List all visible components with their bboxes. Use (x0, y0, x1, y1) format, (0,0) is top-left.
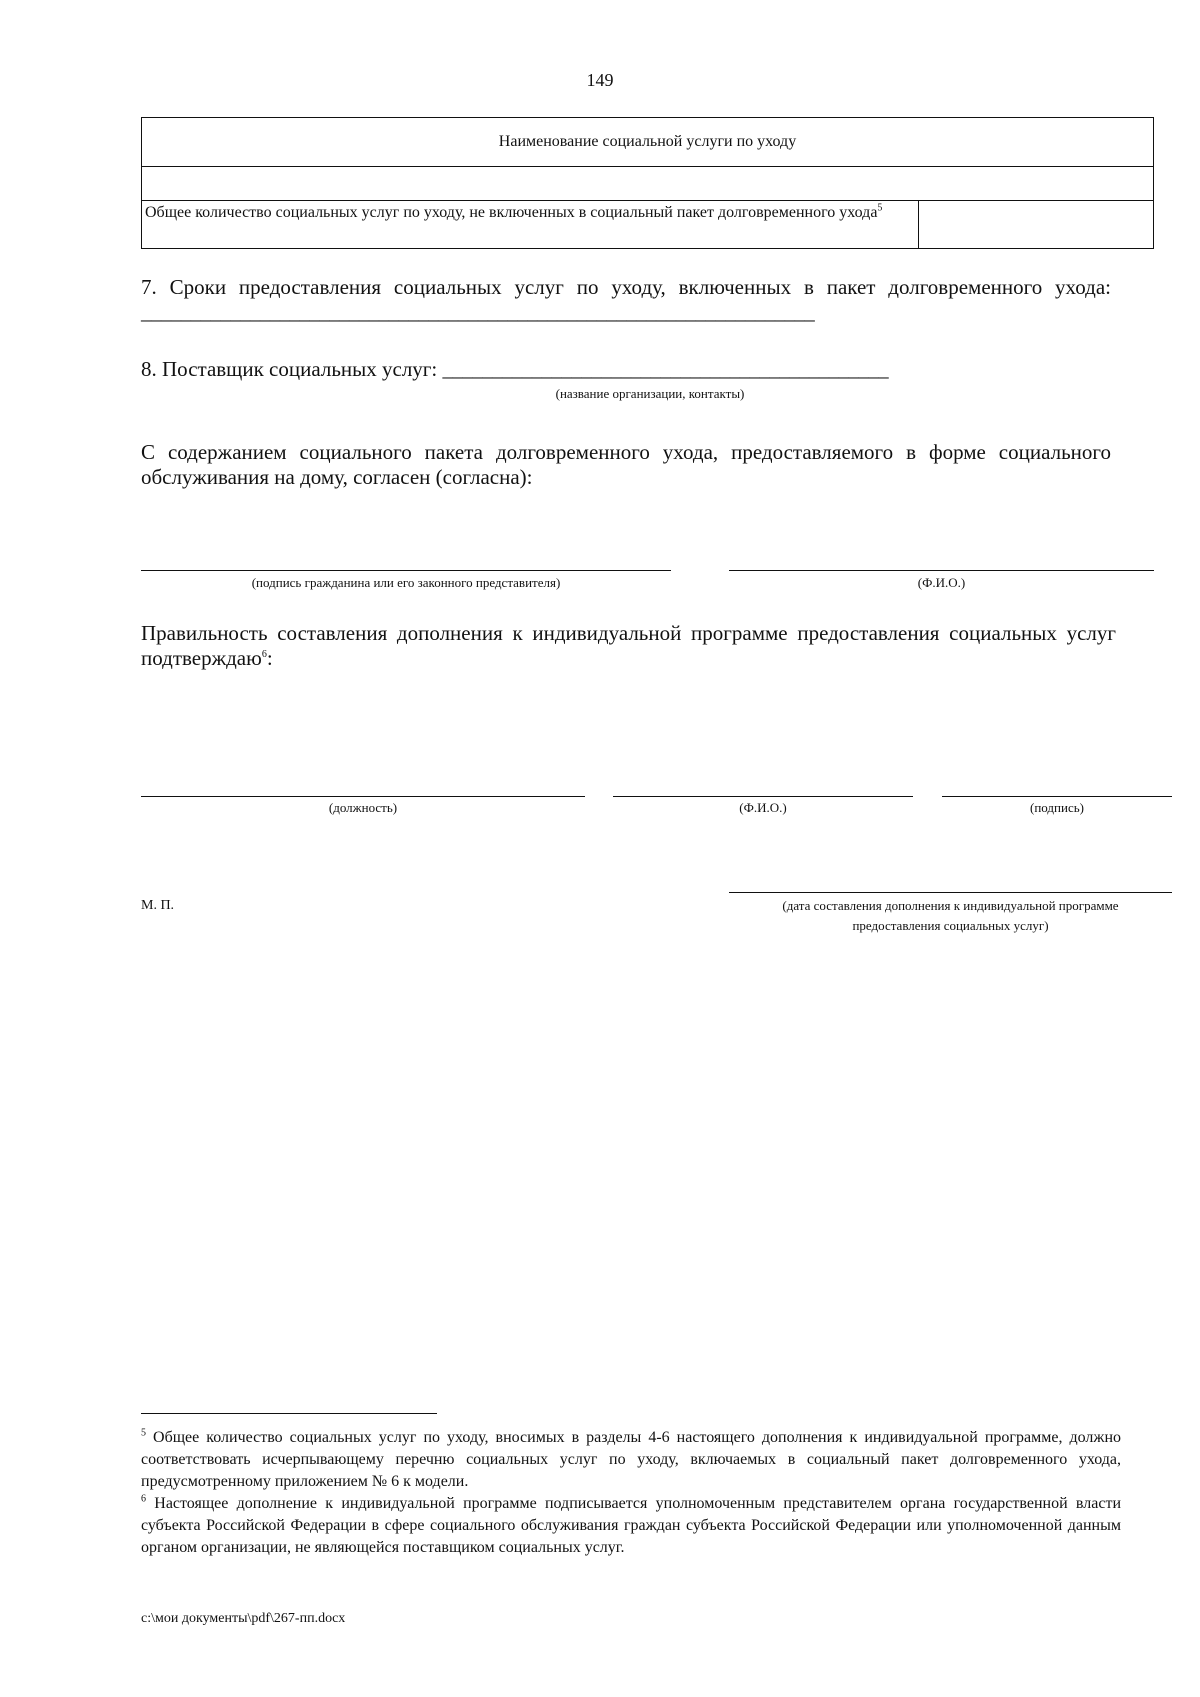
file-path: c:\мои документы\pdf\267-пп.docx (141, 1611, 346, 1626)
footnote-5 (141, 1427, 1121, 1493)
footnote-5-mark: 5 (141, 1427, 146, 1439)
footnote-5-text: Общее количество социальных услуг по уходу, вносимых в разделы 4-6 настоящего дополнения к индивидуальной программе, должно соответствовать исчерпывающему перечню социальных услуг по уходу, включаемых в социальный пакет долговременного ухода, предусмотренному приложением № 6 к модели. (141, 1429, 1122, 1490)
footnote-ref-6: 6 (261, 649, 267, 660)
item-8-text: 8. Поставщик социальных услуг: (141, 357, 443, 381)
service-name-blank-cell[interactable] (142, 167, 1154, 201)
official-fio-line[interactable] (613, 796, 913, 797)
item-8-provider (141, 357, 1131, 382)
official-fio-caption: (Ф.И.О.) (739, 800, 787, 815)
item-7-text: 7. Сроки предоставления социальных услуг по уходу, включенных в пакет долговременного ухода: (141, 275, 1111, 299)
footnote-6 (141, 1493, 1121, 1559)
footnotes (141, 1427, 1121, 1559)
date-line[interactable] (729, 892, 1172, 893)
position-caption: (должность) (328, 800, 398, 815)
footnote-ref-5: 5 (877, 202, 883, 214)
date-caption-line-1: (дата составления дополнения к индивидуальной программе (782, 898, 1119, 913)
footnote-separator (141, 1413, 437, 1414)
citizen-signature-caption: (подпись гражданина или его законного представителя) (251, 575, 561, 590)
stamp-placeholder: М. П. (141, 898, 175, 913)
official-signature-caption: (подпись) (1030, 800, 1084, 815)
official-signature-line[interactable] (942, 796, 1172, 797)
total-label-cell (142, 201, 919, 249)
confirm-text (141, 621, 1116, 671)
confirm-tail: : (266, 646, 273, 670)
footnote-6-mark: 6 (141, 1493, 146, 1505)
position-line[interactable] (141, 796, 585, 797)
table-header-text: Наименование социальной услуги по уходу (498, 133, 797, 150)
item-7-terms (141, 275, 1111, 325)
confirm-main-text: Правильность составления дополнения к индивидуальной программе предоставления социальных услуг подтверждаю (141, 621, 1116, 670)
total-label-text: Общее количество социальных услуг по уходу, не включенных в социальный пакет долговременного ухода (145, 204, 878, 221)
services-table (141, 117, 1154, 249)
consent-text: С содержанием социального пакета долговременного ухода, предоставляемого в форме социального обслуживания на дому, согласен (согласна): (141, 440, 1111, 489)
item-7-blank[interactable]: ____________________________________________________________________ (141, 300, 815, 324)
date-caption (729, 896, 1172, 936)
page-number: 149 (586, 70, 614, 90)
citizen-fio-line[interactable] (729, 570, 1154, 571)
date-caption-line-2: предоставления социальных услуг) (852, 918, 1049, 933)
table-header-cell (142, 118, 1154, 167)
citizen-signature-line[interactable] (141, 570, 671, 571)
item-8-blank[interactable]: _____________________________________________ (442, 357, 889, 381)
citizen-fio-caption: (Ф.И.О.) (917, 575, 966, 590)
footnote-6-text: Настоящее дополнение к индивидуальной программе подписывается уполномоченным представителем органа государственной власти субъекта Российской Федерации в сфере социального обслуживания граждан субъекта Российской Федерации или уполномоченной данным органом организации, не являющейся поставщиком социальных услуг. (141, 1495, 1121, 1556)
item-8-caption: (название организации, контакты) (555, 386, 745, 401)
total-value-cell[interactable] (919, 201, 1154, 249)
